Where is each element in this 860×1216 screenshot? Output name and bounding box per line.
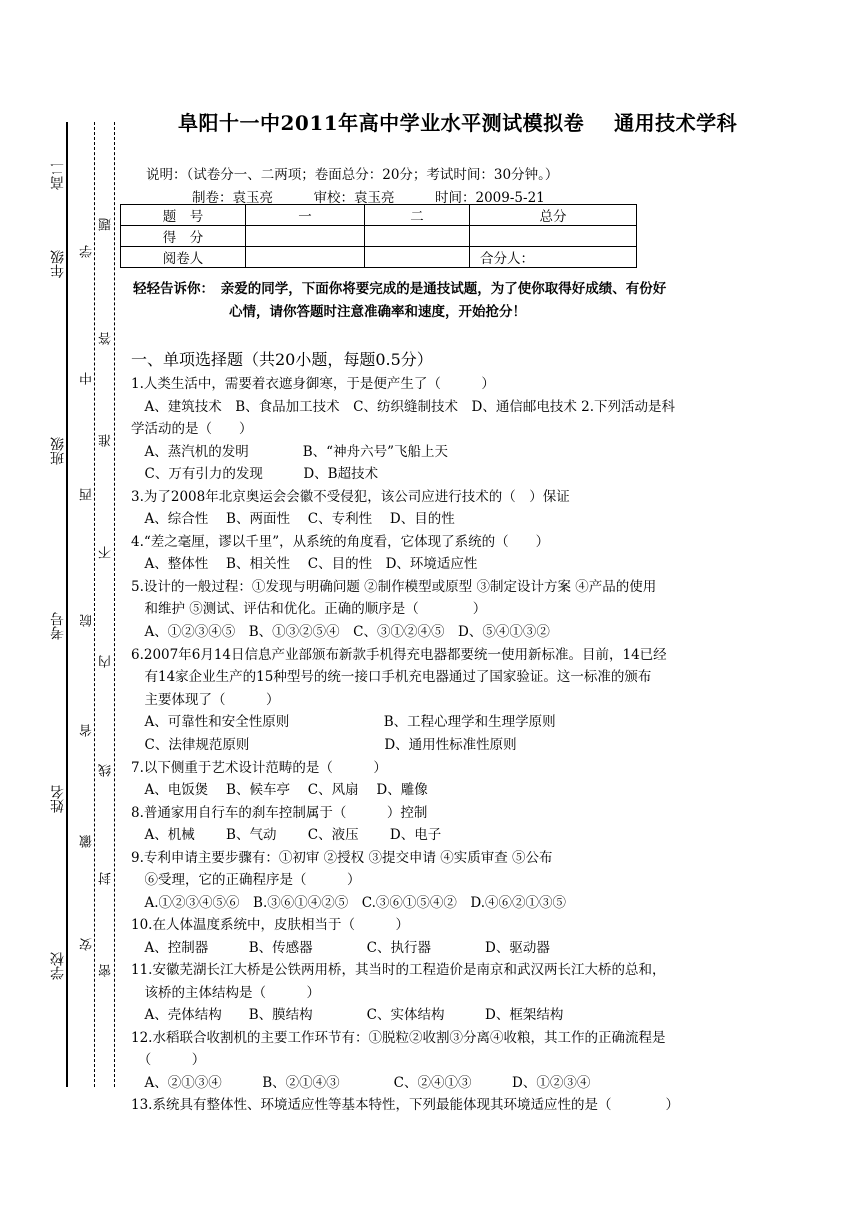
section-title: 一、单项选择题（共20小题，每题0.5分） bbox=[131, 350, 433, 369]
reviewer-cell-two[interactable] bbox=[365, 247, 470, 268]
class-label: 班级 bbox=[50, 437, 66, 465]
question-line: 有14家企业生产的15种型号的统一接口手机充电器通过了国家验证。这一标准的颁布 bbox=[131, 669, 652, 685]
binding-mark: 西 bbox=[80, 488, 95, 501]
question-line: 5.设计的一般过程：①发现与明确问题 ②制作模型或原型 ③制定设计方案 ④产品的使用 bbox=[131, 579, 657, 595]
reviewer-cell-one[interactable] bbox=[246, 247, 365, 268]
question-line: A、综合性 B、两面性 C、专利性 D、目的性 bbox=[131, 511, 455, 527]
score-table-header bbox=[121, 205, 637, 226]
question-line: 4.“差之毫厘，谬以千里”，从系统的角度看，它体现了系统的（ ） bbox=[131, 534, 550, 550]
subject-title: 通用技术学科 bbox=[614, 111, 738, 135]
binding-mark: 中 bbox=[80, 372, 95, 385]
binding-mark: 不 bbox=[99, 546, 114, 559]
question-line: A、机械 B、气动 C、液压 D、电子 bbox=[131, 827, 442, 843]
question-line: 该桥的主体结构是（ ） bbox=[131, 985, 320, 1001]
binding-mark: 封 bbox=[99, 872, 114, 885]
question-line: 12.水稻联合收割机的主要工作环节有：①脱粒②收割③分离④收粮，其工作的正确流程是 bbox=[131, 1030, 666, 1046]
header-part-two: 二 bbox=[365, 205, 470, 226]
grade-value: 高二 bbox=[50, 162, 66, 190]
name-label: 姓名 bbox=[50, 785, 66, 813]
question-line: A、壳体结构 B、膜结构 C、实体结构 D、框架结构 bbox=[131, 1007, 564, 1023]
score-cell-total[interactable] bbox=[470, 226, 637, 247]
question-line: A、控制器 B、传感器 C、执行器 D、驱动器 bbox=[131, 940, 550, 956]
binding-mark: 准 bbox=[99, 434, 114, 447]
question-line: 11.安徽芜湖长江大桥是公铁两用桥，其当时的工程造价是南京和武汉两长江大桥的总和， bbox=[131, 962, 666, 978]
total-reviewer-cell: 合分人： bbox=[470, 247, 637, 268]
binding-mark: 徽 bbox=[80, 835, 95, 848]
question-line: A、可靠性和安全性原则 B、工程心理学和生理学原则 bbox=[131, 714, 556, 730]
question-line: 13.系统具有整体性、环境适应性等基本特性，下列最能体现其环境适应性的是（ ） bbox=[131, 1097, 679, 1113]
binding-mark: 学 bbox=[80, 245, 95, 258]
question-line: A、整体性 B、相关性 C、目的性 D、环境适应性 bbox=[131, 556, 478, 572]
question-line: 学活动的是（ ） bbox=[131, 421, 253, 437]
question-line: 10.在人体温度系统中，皮肤相当于（ ） bbox=[131, 917, 409, 933]
question-line: 7.以下侧重于艺术设计范畴的是（ ） bbox=[131, 760, 387, 776]
question-line: 1.人类生活中，需要着衣遮身御寒，于是便产生了（ ） bbox=[131, 376, 495, 392]
question-line: C、法律规范原则 D、通用性标准性原则 bbox=[131, 737, 517, 753]
school-label: 学校 bbox=[50, 952, 66, 980]
binding-line-dotted-2 bbox=[114, 122, 115, 1087]
binding-mark: 线 bbox=[99, 764, 114, 777]
header-part-one: 一 bbox=[246, 205, 365, 226]
reviewer-row bbox=[121, 247, 637, 268]
score-table bbox=[120, 204, 637, 268]
score-cell-two[interactable] bbox=[365, 226, 470, 247]
question-line: 主要体现了（ ） bbox=[131, 692, 280, 708]
binding-mark: 答 bbox=[99, 332, 114, 345]
page-title bbox=[178, 107, 737, 136]
question-line: 8.普通家用自行车的刹车控制属于（ ）控制 bbox=[131, 805, 428, 821]
binding-mark: 安 bbox=[80, 938, 95, 951]
question-line: 3.为了2008年北京奥运会会徽不受侵犯，该公司应进行技术的（ ）保证 bbox=[131, 489, 570, 505]
header-total: 总分 bbox=[470, 205, 637, 226]
notice-line-2: 心情，请你答题时注意准确率和速度，开始抢分！ bbox=[229, 304, 526, 320]
question-line: C、万有引力的发现 D、B超技术 bbox=[131, 466, 379, 482]
binding-mark: 省 bbox=[80, 724, 95, 737]
question-line: A、电饭煲 B、候车亭 C、风扇 D、雕像 bbox=[131, 782, 428, 798]
exam-maker-line: 制卷：袁玉亮 审校：袁玉亮 时间：2009-5-21 bbox=[192, 190, 545, 206]
score-row bbox=[121, 226, 637, 247]
binding-mark: 内 bbox=[99, 655, 114, 668]
binding-mark: 密 bbox=[99, 964, 114, 977]
grade-label: 年级 bbox=[50, 250, 66, 278]
exam-title: 阜阳十一中2011年高中学业水平测试模拟卷 bbox=[178, 111, 585, 135]
binding-mark: 题 bbox=[99, 218, 114, 231]
question-line: A、建筑技术 B、食品加工技术 C、纺织缝制技术 D、通信邮电技术 2.下列活动是科 bbox=[131, 399, 675, 415]
exam-no-label: 考号 bbox=[50, 612, 66, 640]
question-line: A、蒸汽机的发明 B、“神舟六号”飞船上天 bbox=[131, 444, 448, 460]
header-question-no: 题 号 bbox=[121, 205, 246, 226]
question-line: A.①②③④⑤⑥ B.③⑥①④②⑤ C.③⑥①⑤④② D.④⑥②①③⑤ bbox=[131, 895, 567, 911]
question-line: 和维护 ⑤测试、评估和优化。正确的顺序是（ ） bbox=[131, 601, 487, 617]
question-line: A、②①③④ B、②①④③ C、②④①③ D、①②③④ bbox=[131, 1075, 591, 1091]
question-line: 6.2007年6月14日信息产业部颁布新款手机得充电器都要统一使用新标准。目前，14已经 bbox=[131, 647, 667, 663]
question-line: （ ） bbox=[131, 1052, 206, 1068]
notice-line-1: 轻轻告诉你： 亲爱的同学，下面你将要完成的是通技试题，为了使你取得好成绩、有份好 bbox=[133, 281, 667, 297]
question-line: A、①②③④⑤ B、①③②⑤④ C、③①②④⑤ D、⑤④①③② bbox=[131, 624, 550, 640]
binding-mark: 皖 bbox=[80, 614, 95, 627]
question-line: 9.专利申请主要步骤有：①初审 ②授权 ③提交申请 ④实质审查 ⑤公布 bbox=[131, 850, 553, 866]
reviewer-row-label: 阅卷人 bbox=[121, 247, 246, 268]
exam-info: 说明：（试卷分一、二两项；卷面总分：20分；考试时间：30分钟。） bbox=[146, 167, 559, 183]
question-line: ⑥受理，它的正确程序是（ ） bbox=[131, 872, 361, 888]
score-cell-one[interactable] bbox=[246, 226, 365, 247]
score-row-label: 得 分 bbox=[121, 226, 246, 247]
